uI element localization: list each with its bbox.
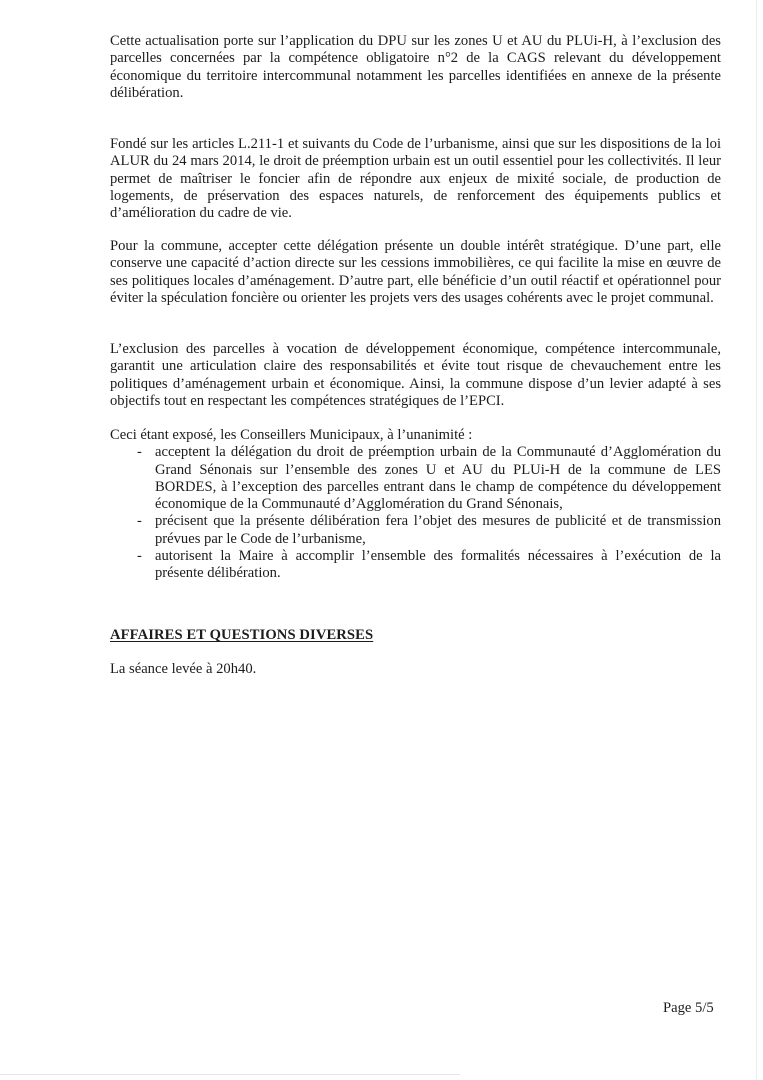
decision-item	[110, 548, 721, 583]
decision-item-text: précisent que la présente délibération fera l’objet des mesures de publicité et de transmission prévues par le Code de l’urbanisme,	[155, 513, 721, 547]
paragraph-strategic-interest: Pour la commune, accepter cette délégation présente un double intérêt stratégique. D’une part, elle conserve une capacité d’action directe sur les cessions immobilières, ce qui facilite la mise en œuvre de ses politiques locales d’aménagement. D’autre part, elle bénéficie d’un outil réactif et opérationnel pour éviter la spéculation foncière ou orienter les projets vers des usages cohérents avec le projet communal.	[110, 238, 721, 306]
list-bullet: -	[137, 548, 142, 565]
list-bullet: -	[137, 444, 142, 461]
paragraph-exclusion: L’exclusion des parcelles à vocation de développement économique, compétence intercommunale, garantit une articulation claire des responsabilités et évite tout risque de chevauchement entre les politiques d’aménagement urbain et économique. Ainsi, la commune dispose d’un levier adapté à ses objectifs tout en respectant les compétences stratégiques de l’EPCI.	[110, 341, 721, 409]
decision-item	[110, 513, 721, 548]
section-heading: AFFAIRES ET QUESTIONS DIVERSES	[110, 627, 374, 643]
page-number: Page 5/5	[663, 1000, 714, 1016]
decision-item-text: autorisent la Maire à accomplir l’ensemble des formalités nécessaires à l’exécution de la présente délibération.	[155, 548, 721, 582]
scan-edge-right	[756, 0, 757, 1080]
decision-item	[110, 444, 721, 513]
paragraph-dpu-update: Cette actualisation porte sur l’application du DPU sur les zones U et AU du PLUi-H, à l’exclusion des parcelles concernées par la compétence obligatoire n°2 de la CAGS relevant du développement économique du territoire intercommunal notamment les parcelles identifiées en annexe de la présente délibération.	[110, 33, 721, 101]
paragraph-legal-basis: Fondé sur les articles L.211-1 et suivants du Code de l’urbanisme, ainsi que sur les dispositions de la loi ALUR du 24 mars 2014, le droit de préemption urbain est un outil essentiel pour les collectivités. Il leur permet de maîtriser le foncier afin de répondre aux enjeux de mixité sociale, de production de logements, de préservation des espaces naturels, de renforcement des équipements publics et d’amélioration du cadre de vie.	[110, 136, 721, 222]
scan-edge-bottom	[0, 1074, 460, 1075]
list-bullet: -	[137, 513, 142, 530]
decision-intro: Ceci étant exposé, les Conseillers Municipaux, à l’unanimité :	[110, 427, 473, 443]
decision-section	[110, 427, 721, 583]
decision-item-text: acceptent la délégation du droit de préemption urbain de la Communauté d’Agglomération du Grand Sénonais sur l’ensemble des zones U et AU du PLUi-H de la commune de LES BORDES, à l’exception des parcelles entrant dans le champ de compétence du développement économique de la Communauté d’Agglomération du Grand Sénonais,	[155, 444, 721, 513]
closing-line: La séance levée à 20h40.	[110, 661, 257, 677]
